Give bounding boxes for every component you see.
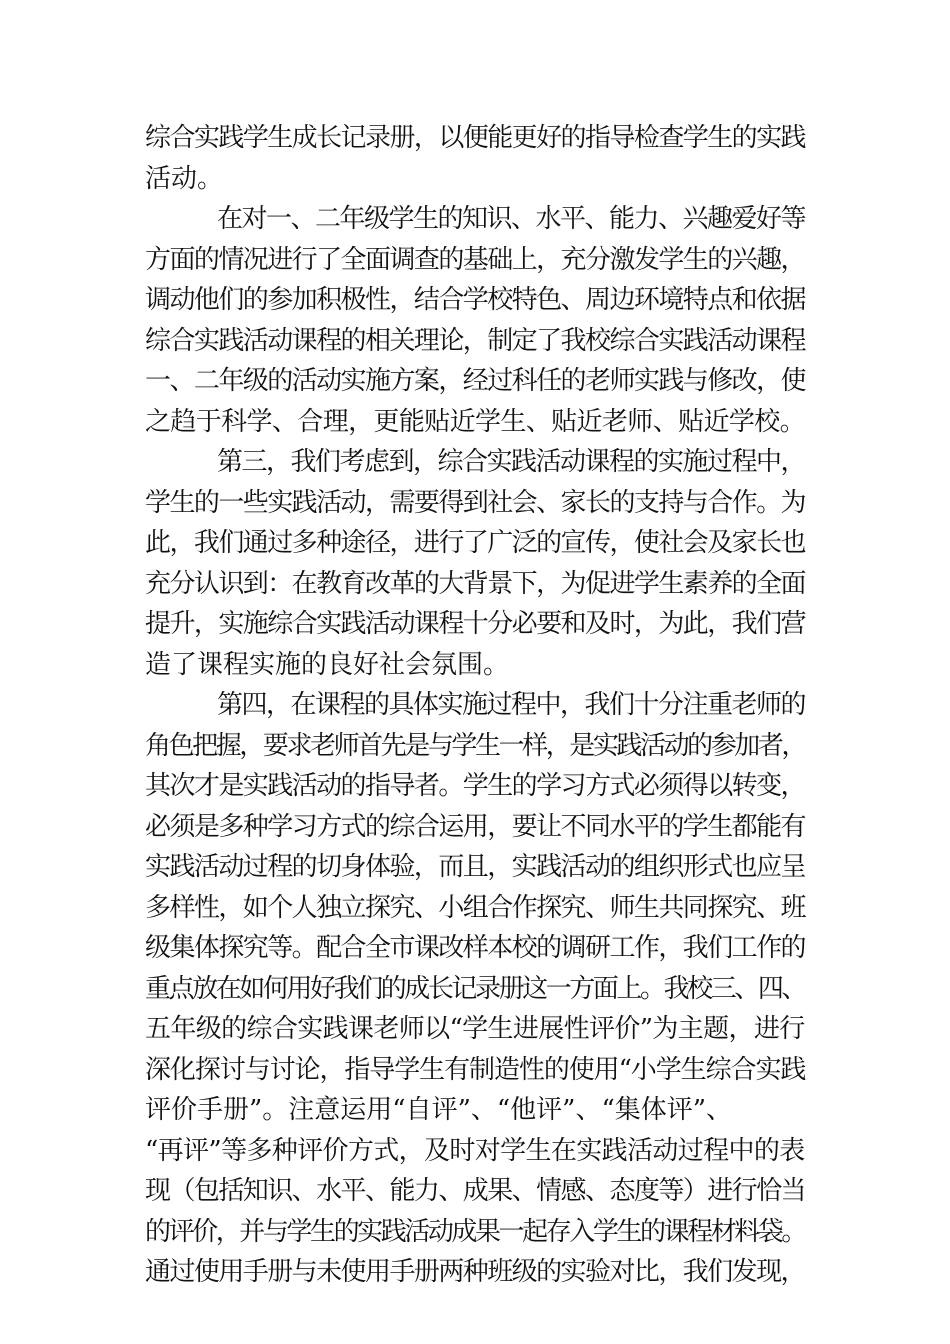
text-line: 充分认识到：在教育改革的大背景下，为促进学生素养的全面 [145,568,806,599]
text-line: 现（包括知识、水平、能力、成果、情感、态度等）进行恰当 [145,1176,806,1206]
text-line: 活动。 [145,163,224,194]
text-line: 此，我们通过多种途径，进行了广泛的宣传，使社会及家长也 [145,528,806,558]
text-line: 综合实践活动课程的相关理论，制定了我校综合实践活动课程 [145,325,806,356]
text-line: 通过使用手册与未使用手册两种班级的实验对比，我们发现， [145,1257,806,1287]
text-line: 之趋于科学、合理，更能贴近学生、贴近老师、贴近学校。 [145,406,806,437]
body-text [145,118,805,1293]
text-line: 方面的情况进行了全面调查的基础上，充分激发学生的兴趣， [145,244,806,275]
text-line: 重点放在如何用好我们的成长记录册这一方面上。我校三、四、 [145,973,806,1004]
text-line: 调动他们的参加积极性，结合学校特色、周边环境特点和依据 [145,285,806,315]
text-line: 提升，实施综合实践活动课程十分必要和及时，为此，我们营 [145,609,806,639]
text-line: 必须是多种学习方式的综合运用，要让不同水平的学生都能有 [145,811,806,842]
text-line: “再评”等多种评价方式，及时对学生在实践活动过程中的表 [145,1135,805,1166]
text-line: 级集体探究等。配合全市课改样本校的调研工作，我们工作的 [145,933,806,963]
paragraph-first-line: 第四，在课程的具体实施过程中，我们十分注重老师的 [217,690,806,720]
text-line: 实践活动过程的切身体验，而且，实践活动的组织形式也应呈 [145,852,806,882]
text-line: 多样性，如个人独立探究、小组合作探究、师生共同探究、班 [145,892,806,923]
text-line: 深化探讨与讨论，指导学生有制造性的使用“小学生综合实践 [145,1054,806,1085]
text-line: 五年级的综合实践课老师以“学生进展性评价”为主题，进行 [145,1014,805,1044]
text-line: 一、二年级的活动实施方案，经过科任的老师实践与修改，使 [145,366,806,396]
text-line: 综合实践学生成长记录册，以便能更好的指导检查学生的实践 [145,123,806,153]
text-line: 其次才是实践活动的指导者。学生的学习方式必须得以转变， [145,771,806,801]
paragraph-first-line: 第三，我们考虑到，综合实践活动课程的实施过程中， [217,447,806,477]
text-line: 的评价，并与学生的实践活动成果一起存入学生的课程材料袋。 [145,1216,806,1247]
text-line: 学生的一些实践活动，需要得到社会、家长的支持与合作。为 [145,487,806,518]
text-line: 评价手册”。注意运用“自评”、“他评”、“集体评”、 [145,1095,733,1125]
paragraph-first-line: 在对一、二年级学生的知识、水平、能力、兴趣爱好等 [217,204,806,234]
text-line: 角色把握，要求老师首先是与学生一样，是实践活动的参加者， [145,730,806,761]
text-line: 造了课程实施的良好社会氛围。 [145,649,510,680]
